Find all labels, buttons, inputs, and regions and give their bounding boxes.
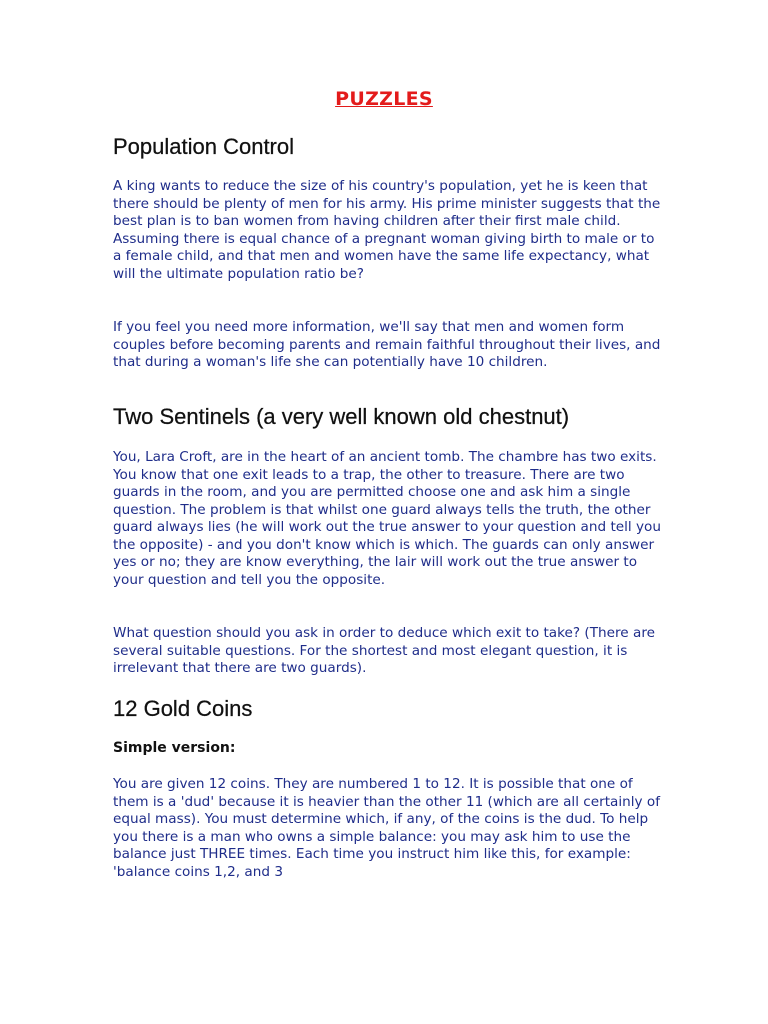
document-title: PUZZLES <box>335 88 433 110</box>
subheading-simple-version: Simple version: <box>113 740 236 756</box>
paragraph-population-control-2: If you feel you need more information, we'll say that men and women form couples before becoming parents and remain faithful throughout their lives, and that during a woman's life she can potentially have 10 children. <box>113 319 661 370</box>
paragraph-population-control-1: A king wants to reduce the size of his country's population, yet he is keen that there should be plenty of men for his army. His prime minister suggests that the best plan is to ban women from having children after their first male child. Assuming there is equal chance of a pregnant woman giving birth to male or to a female child, and that men and women have the same life expectancy, what will the ultimate population ratio be? <box>113 178 661 282</box>
paragraph-12-gold-coins-1: You are given 12 coins. They are numbered 1 to 12. It is possible that one of them is a 'dud' because it is heavier than the other 11 (which are all certainly of equal mass). You must determine which, if any, of the coins is the dud. To help you there is a man who owns a simple balance: you may ask him to use the balance just THREE times. Each time you instruct him like this, for example: 'balance coins 1,2, and 3 <box>113 776 661 880</box>
section-heading-population-control: Population Control <box>113 134 295 159</box>
section-heading-two-sentinels: Two Sentinels (a very well known old chestnut) <box>113 404 570 429</box>
paragraph-two-sentinels-1: You, Lara Croft, are in the heart of an ancient tomb. The chambre has two exits. You know that one exit leads to a trap, the other to treasure. There are two guards in the room, and you are permitted choose one and ask him a single question. The problem is that whilst one guard always tells the truth, the other guard always lies (he will work out the true answer to your question and tell you the opposite) - and you don't know which is which. The guards can only answer yes or no; they are know everything, the lair will work out the true answer to your question and tell you the opposite. <box>113 449 661 588</box>
paragraph-two-sentinels-2: What question should you ask in order to deduce which exit to take? (There are several suitable questions. For the shortest and most elegant question, it is irrelevant that there are two guards). <box>113 625 655 676</box>
section-heading-12-gold-coins: 12 Gold Coins <box>113 696 253 721</box>
